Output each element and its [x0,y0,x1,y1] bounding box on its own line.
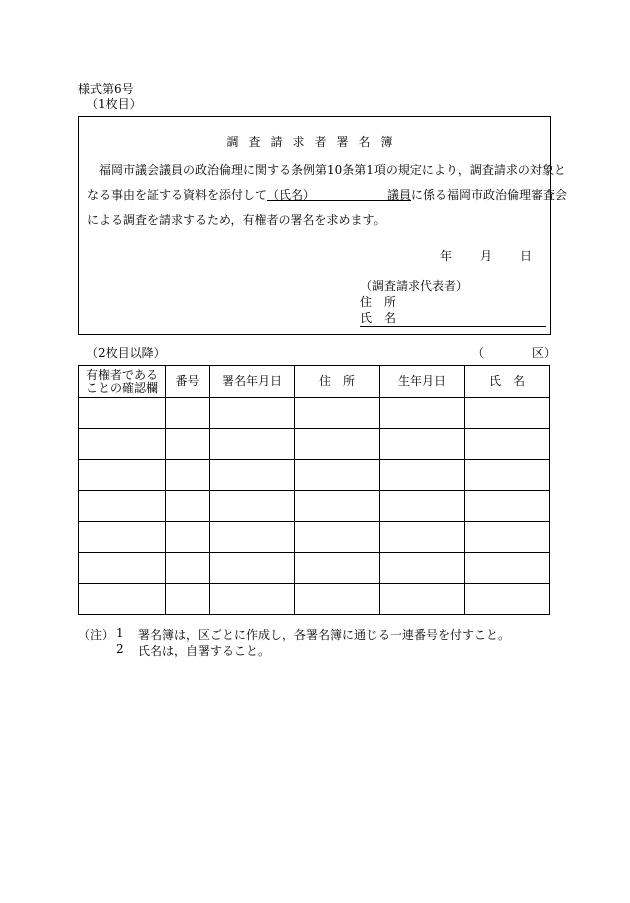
cell-signature-date[interactable] [210,522,295,553]
address-label-1: 住 [360,295,373,309]
address-label-2: 所 [384,295,397,309]
cell-number[interactable] [166,584,210,615]
header-voter-confirmation-1: 有権者である [85,367,158,382]
name-label-1: 氏 [360,311,373,325]
cell-number[interactable] [166,553,210,584]
table-row [79,491,550,522]
note-item [78,642,510,658]
table-row [79,584,550,615]
note-number: 1 [116,626,124,640]
cell-name[interactable] [465,398,550,429]
representative-name-field[interactable] [360,309,546,327]
cell-address[interactable] [295,429,380,460]
cell-signature-date[interactable] [210,584,295,615]
date-fields [440,247,532,264]
cell-address[interactable] [295,398,380,429]
ward-close: 区） [532,346,557,360]
header-voter-confirmation [79,366,166,398]
date-year-label: 年 [439,249,452,263]
cell-number[interactable] [166,429,210,460]
sheet2-label: （2枚目以降） [86,346,166,360]
statement-line-2-a: なる事由を証する資料を添付して [87,188,268,202]
cell-name[interactable] [465,522,550,553]
document-title: 調査請求者署名簿 [226,135,403,149]
cell-confirmation[interactable] [79,584,166,615]
cell-signature-date[interactable] [210,491,295,522]
cell-number[interactable] [166,460,210,491]
table-header-row [79,366,550,398]
cell-confirmation[interactable] [79,398,166,429]
cell-name[interactable] [465,553,550,584]
cell-birth-date[interactable] [380,553,465,584]
header-address: 住 所 [295,366,380,398]
cell-name[interactable] [465,429,550,460]
table-row [79,553,550,584]
statement-line-3: による調査を請求するため，有権者の署名を求めます。 [87,213,386,227]
cell-birth-date[interactable] [380,584,465,615]
cell-confirmation[interactable] [79,522,166,553]
header-birth-date: 生年月日 [380,366,465,398]
statement-line-2 [87,186,567,203]
member-label: 議員 [387,188,412,202]
member-name-label: （氏名） [267,188,316,202]
header-signature-date: 署名年月日 [210,366,295,398]
table-row [79,429,550,460]
cell-birth-date[interactable] [380,398,465,429]
cell-number[interactable] [166,491,210,522]
date-month-label: 月 [479,249,492,263]
cell-signature-date[interactable] [210,429,295,460]
cell-address[interactable] [295,522,380,553]
ward-open: （ [472,346,485,360]
cell-signature-date[interactable] [210,398,295,429]
note-number: 2 [116,642,124,656]
cell-confirmation[interactable] [79,429,166,460]
header-name: 氏 名 [465,366,550,398]
member-name-blank[interactable] [315,188,387,201]
cell-name[interactable] [465,460,550,491]
header-voter-confirmation-2: ことの確認欄 [85,380,158,395]
cell-name[interactable] [465,584,550,615]
note-text: 署名簿は，区ごとに作成し，各署名簿に通じる一連番号を付すこと。 [138,628,511,642]
cell-birth-date[interactable] [380,460,465,491]
cell-signature-date[interactable] [210,460,295,491]
sheet1-label: （1枚目） [86,97,142,111]
table-row [79,460,550,491]
table-row [79,522,550,553]
statement-line-1: 福岡市議会議員の政治倫理に関する条例第10条第1項の規定により，調査請求の対象と [99,163,566,177]
cell-birth-date[interactable] [380,491,465,522]
representative-address [360,293,396,310]
cell-confirmation[interactable] [79,553,166,584]
cell-address[interactable] [295,460,380,491]
date-day-label: 日 [519,249,532,263]
statement-line-2-b: に係る福岡市政治倫理審査会 [411,188,568,202]
request-statement-box [78,116,568,335]
cell-birth-date[interactable] [380,522,465,553]
notes-head: （注） [78,628,115,642]
representative-label: （調査請求代表者） [360,279,469,293]
name-label-2: 名 [384,311,397,325]
cell-address[interactable] [295,584,380,615]
signature-table [78,365,550,615]
form-number: 様式第6号 [78,82,134,96]
header-number: 番号 [166,366,210,398]
cell-number[interactable] [166,522,210,553]
cell-birth-date[interactable] [380,429,465,460]
note-text: 氏名は，自署すること。 [138,644,271,658]
cell-confirmation[interactable] [79,491,166,522]
cell-address[interactable] [295,553,380,584]
cell-signature-date[interactable] [210,553,295,584]
cell-address[interactable] [295,491,380,522]
cell-number[interactable] [166,398,210,429]
ward-field [472,344,556,361]
note-item [78,626,510,642]
cell-name[interactable] [465,491,550,522]
notes [78,626,510,658]
table-row [79,398,550,429]
cell-confirmation[interactable] [79,460,166,491]
